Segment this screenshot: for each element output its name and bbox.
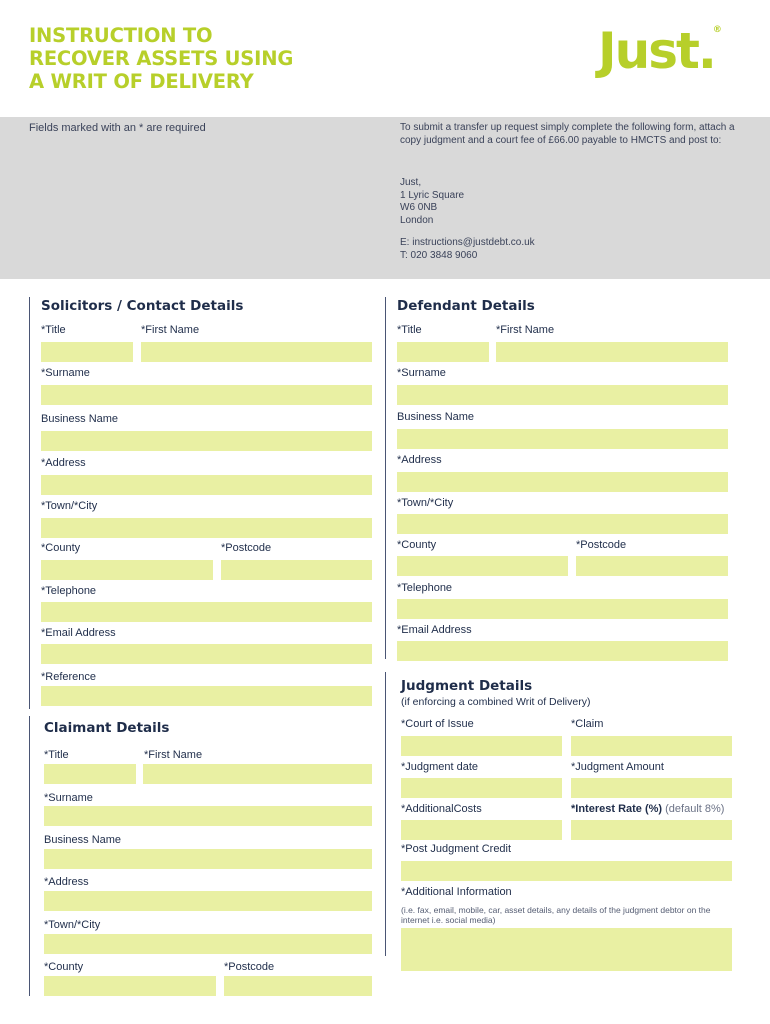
def-town-label: *Town/*City: [397, 497, 454, 509]
contact-email: E: instructions@justdebt.co.uk: [400, 237, 535, 248]
just-logo: [598, 19, 722, 83]
sol-surname-label: *Surname: [41, 367, 90, 379]
sol-postcode-label: *Postcode: [221, 542, 272, 554]
sol-postcode-field[interactable]: [221, 560, 372, 580]
cla-business-field[interactable]: [44, 849, 372, 869]
submission-instructions: To submit a transfer up request simply complete the following form, attach a copy judgment and a court fee of £66.00 payable to HMCTS and post to:: [400, 122, 735, 146]
sol-first-name-label: *First Name: [141, 324, 200, 336]
sol-telephone-field[interactable]: [41, 602, 372, 622]
post-judgment-credit-label: *Post Judgment Credit: [401, 843, 512, 855]
defendant-heading: Defendant Details: [397, 298, 535, 314]
address-line: 1 Lyric Square: [400, 189, 465, 201]
def-first-name-field[interactable]: [496, 342, 728, 362]
cla-title-field[interactable]: [44, 764, 136, 784]
judgment-amount-label: *Judgment Amount: [571, 761, 664, 773]
sol-title-field[interactable]: [41, 342, 133, 362]
def-town-field[interactable]: [397, 514, 728, 534]
cla-address-label: *Address: [44, 876, 89, 888]
court-of-issue-label: *Court of Issue: [401, 718, 474, 730]
claim-label: *Claim: [571, 718, 604, 730]
interest-default-text: (default 8%): [665, 803, 725, 815]
judgment-heading: Judgment Details: [401, 678, 533, 694]
sol-address-field[interactable]: [41, 475, 372, 495]
sol-business-label: Business Name: [41, 413, 119, 425]
form-title: [29, 24, 389, 93]
court-of-issue-field[interactable]: [401, 736, 562, 756]
sol-address-label: *Address: [41, 457, 86, 469]
sol-title-label: *Title: [41, 324, 66, 336]
judgment-subheading: (if enforcing a combined Writ of Delivery): [401, 696, 591, 708]
sol-county-label: *County: [41, 542, 81, 554]
sol-reference-field[interactable]: [41, 686, 372, 706]
def-county-label: *County: [397, 539, 437, 551]
claim-field[interactable]: [571, 736, 732, 756]
judgment-date-field[interactable]: [401, 778, 562, 798]
cla-business-label: Business Name: [44, 834, 122, 846]
sol-first-name-field[interactable]: [141, 342, 372, 362]
contact-info: [400, 237, 535, 262]
interest-rate-field[interactable]: [571, 820, 732, 840]
address-line: W6 0NB: [400, 202, 438, 213]
cla-first-name-field[interactable]: [143, 764, 372, 784]
def-email-label: *Email Address: [397, 624, 472, 636]
cla-town-field[interactable]: [44, 934, 372, 954]
judgment-amount-field[interactable]: [571, 778, 732, 798]
interest-rate-label: [571, 803, 724, 815]
title-line: INSTRUCTION TO: [29, 24, 213, 47]
def-business-label: Business Name: [397, 411, 475, 423]
section-divider: [385, 297, 386, 659]
def-business-field[interactable]: [397, 429, 728, 449]
section-divider: [29, 716, 30, 996]
sol-email-label: *Email Address: [41, 627, 116, 639]
def-address-label: *Address: [397, 454, 442, 466]
postal-address: [400, 177, 464, 227]
additional-costs-label: *AdditionalCosts: [401, 803, 482, 815]
def-first-name-label: *First Name: [496, 324, 555, 336]
def-telephone-label: *Telephone: [397, 582, 453, 594]
def-title-field[interactable]: [397, 342, 489, 362]
def-county-field[interactable]: [397, 556, 568, 576]
additional-info-note: (i.e. fax, email, mobile, car, asset details, any details of the judgment debtor on the internet i.e. social media): [401, 905, 711, 925]
additional-costs-field[interactable]: [401, 820, 562, 840]
cla-county-label: *County: [44, 961, 84, 973]
cla-town-label: *Town/*City: [44, 919, 101, 931]
section-divider: [385, 672, 386, 956]
additional-info-field[interactable]: [401, 928, 732, 971]
cla-surname-label: *Surname: [44, 792, 93, 804]
title-line: RECOVER ASSETS USING: [29, 47, 294, 70]
sol-telephone-label: *Telephone: [41, 585, 97, 597]
def-surname-field[interactable]: [397, 385, 728, 405]
sol-town-label: *Town/*City: [41, 500, 98, 512]
required-fields-note: Fields marked with an * are required: [29, 122, 206, 134]
def-postcode-label: *Postcode: [576, 539, 627, 551]
sol-reference-label: *Reference: [41, 671, 97, 683]
def-surname-label: *Surname: [397, 367, 446, 379]
post-judgment-credit-field[interactable]: [401, 861, 732, 881]
def-postcode-field[interactable]: [576, 556, 728, 576]
cla-address-field[interactable]: [44, 891, 372, 911]
registered-mark: ®: [712, 25, 722, 35]
solicitors-heading: Solicitors / Contact Details: [41, 298, 244, 314]
logo-text: Just.: [598, 22, 715, 80]
sol-business-field[interactable]: [41, 431, 372, 451]
interest-rate-text: *Interest Rate (%): [571, 803, 663, 815]
section-divider: [29, 297, 30, 709]
additional-info-label: *Additional Information: [401, 886, 512, 898]
def-address-field[interactable]: [397, 472, 728, 492]
judgment-date-label: *Judgment date: [401, 761, 479, 773]
sol-email-field[interactable]: [41, 644, 372, 664]
sol-county-field[interactable]: [41, 560, 213, 580]
cla-postcode-label: *Postcode: [224, 961, 275, 973]
def-email-field[interactable]: [397, 641, 728, 661]
title-line: A WRIT OF DELIVERY: [29, 70, 254, 93]
claimant-heading: Claimant Details: [44, 720, 170, 736]
cla-postcode-field[interactable]: [224, 976, 372, 996]
def-telephone-field[interactable]: [397, 599, 728, 619]
cla-surname-field[interactable]: [44, 806, 372, 826]
contact-phone: T: 020 3848 9060: [400, 249, 478, 261]
address-line: Just,: [400, 177, 422, 188]
sol-surname-field[interactable]: [41, 385, 372, 405]
cla-first-name-label: *First Name: [144, 749, 203, 761]
def-title-label: *Title: [397, 324, 422, 336]
sol-town-field[interactable]: [41, 518, 372, 538]
cla-county-field[interactable]: [44, 976, 216, 996]
cla-title-label: *Title: [44, 749, 69, 761]
address-line: London: [400, 214, 434, 226]
